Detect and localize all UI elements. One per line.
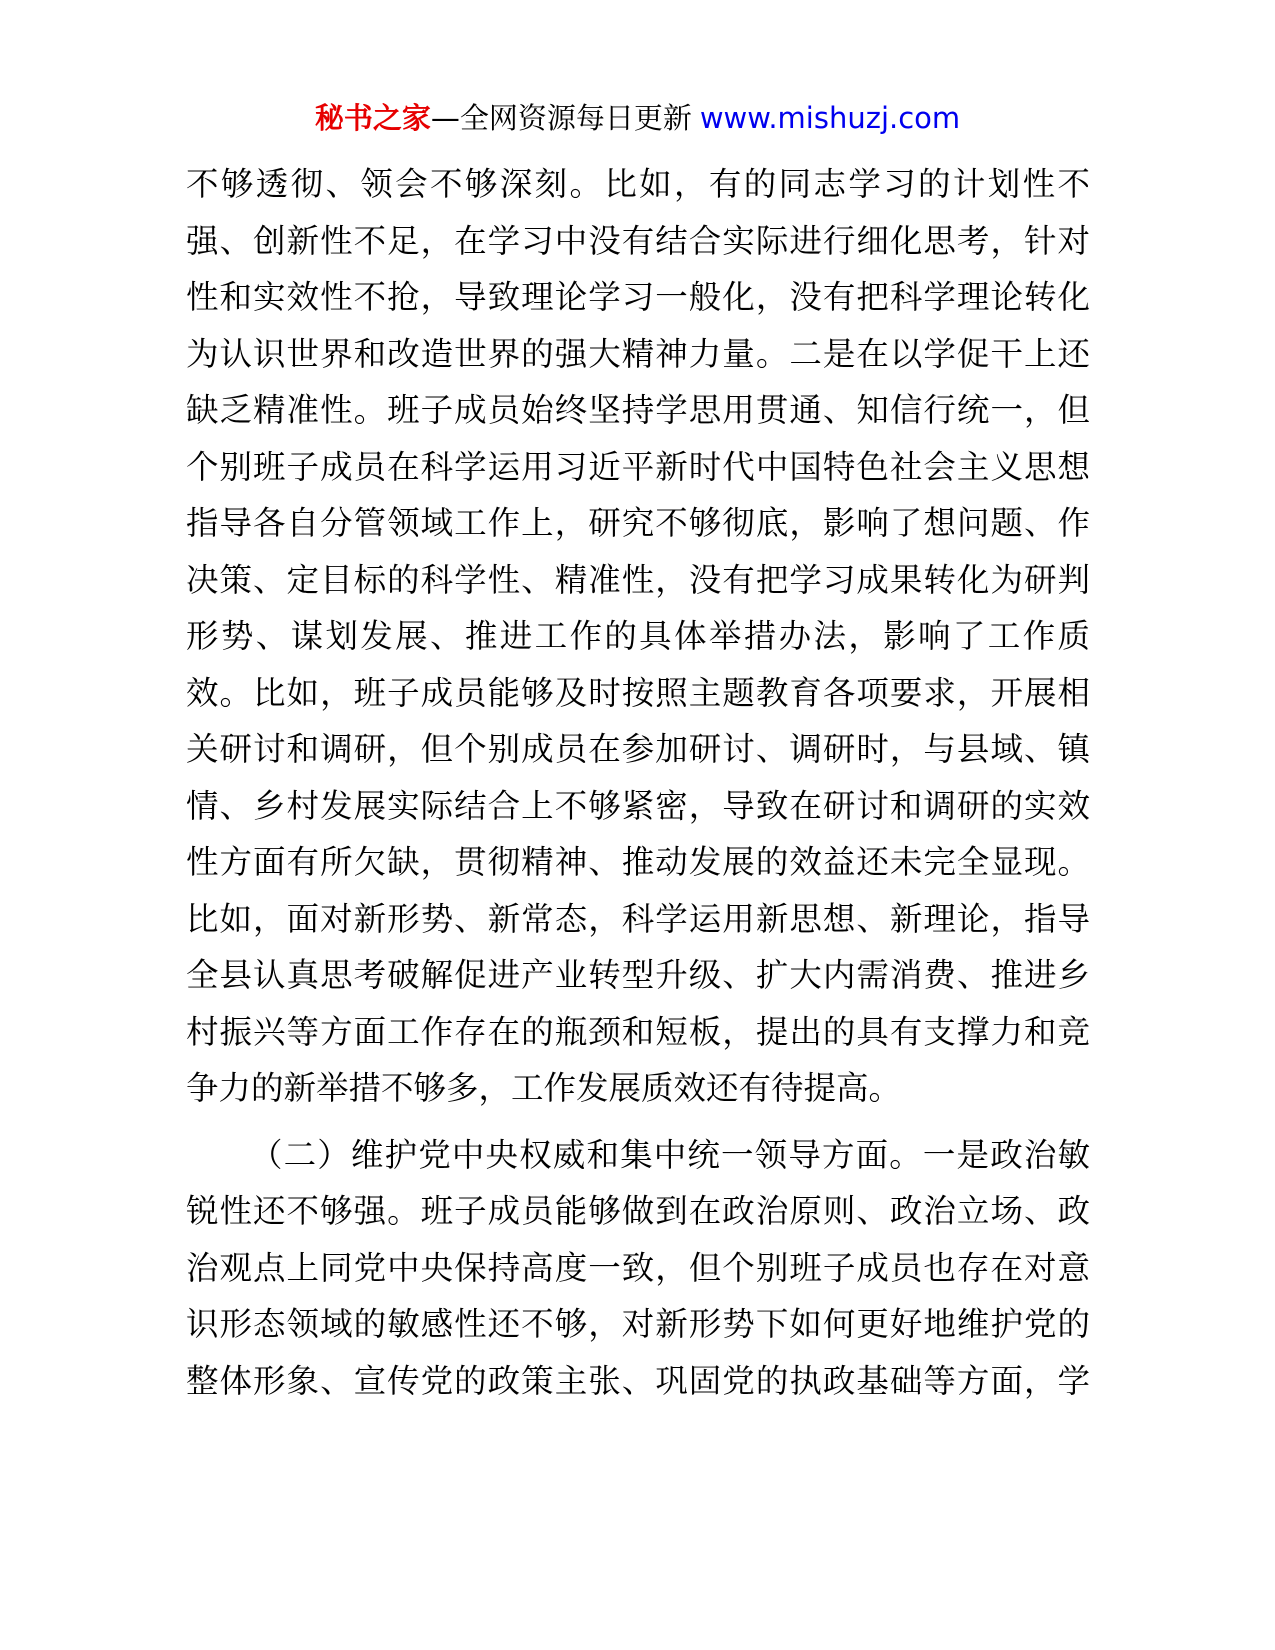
text-line: 形势、谋划发展、推进工作的具体举措办法，影响了工作质	[186, 617, 1090, 655]
text-line: 关研讨和调研，但个别成员在参加研讨、调研时，与县域、镇	[186, 730, 1090, 768]
text-line: 性方面有所欠缺，贯彻精神、推动发展的效益还未完全显现。	[186, 843, 1090, 881]
text-line: 个别班子成员在科学运用习近平新时代中国特色社会主义思想	[186, 447, 1090, 486]
text-line: 效。比如，班子成员能够及时按照主题教育各项要求，开展相	[186, 673, 1090, 712]
text-line: （二）维护党中央权威和集中统一领导方面。一是政治敏	[250, 1135, 1090, 1174]
text-line: 强、创新性不足，在学习中没有结合实际进行细化思考，针对	[186, 221, 1090, 260]
text-line: 情、乡村发展实际结合上不够紧密，导致在研讨和调研的实效	[186, 786, 1090, 825]
text-line: 锐性还不够强。班子成员能够做到在政治原则、政治立场、政	[186, 1192, 1090, 1230]
text-line: 不够透彻、领会不够深刻。比如，有的同志学习的计划性不	[186, 165, 1090, 203]
text-line: 缺乏精准性。班子成员始终坚持学思用贯通、知信行统一，但	[186, 391, 1090, 429]
text-line: 指导各自分管领域工作上，研究不够彻底，影响了想问题、作	[186, 504, 1090, 542]
text-line: 性和实效性不抢，导致理论学习一般化，没有把科学理论转化	[186, 278, 1090, 316]
text-line: 村振兴等方面工作存在的瓶颈和短板，提出的具有支撑力和竞	[186, 1012, 1090, 1051]
text-line: 全县认真思考破解促进产业转型升级、扩大内需消费、推进乡	[186, 956, 1090, 994]
text-line: 治观点上同党中央保持高度一致，但个别班子成员也存在对意	[186, 1248, 1090, 1287]
text-line: 整体形象、宣传党的政策主张、巩固党的执政基础等方面，学	[186, 1361, 1090, 1400]
text-line: 决策、定目标的科学性、精准性，没有把学习成果转化为研判	[186, 560, 1090, 599]
site-url-link[interactable]: www.mishuzj.com	[699, 101, 961, 135]
paragraph-1	[186, 156, 1090, 1117]
text-line: 为认识世界和改造世界的强大精神力量。二是在以学促干上还	[186, 334, 1090, 373]
brand-name: 秘书之家	[314, 101, 431, 135]
text-line: 比如，面对新形势、新常态，科学运用新思想、新理论，指导	[186, 899, 1090, 938]
paragraph-2	[186, 1127, 1090, 1410]
document-body	[186, 156, 1090, 1409]
paragraph-gap	[186, 1117, 1090, 1127]
text-line: 识形态领域的敏感性还不够，对新形势下如何更好地维护党的	[186, 1305, 1090, 1343]
text-line: 争力的新举措不够多，工作发展质效还有待提高。	[186, 1069, 902, 1107]
site-header	[0, 98, 1275, 138]
tagline: —全网资源每日更新	[430, 101, 692, 135]
